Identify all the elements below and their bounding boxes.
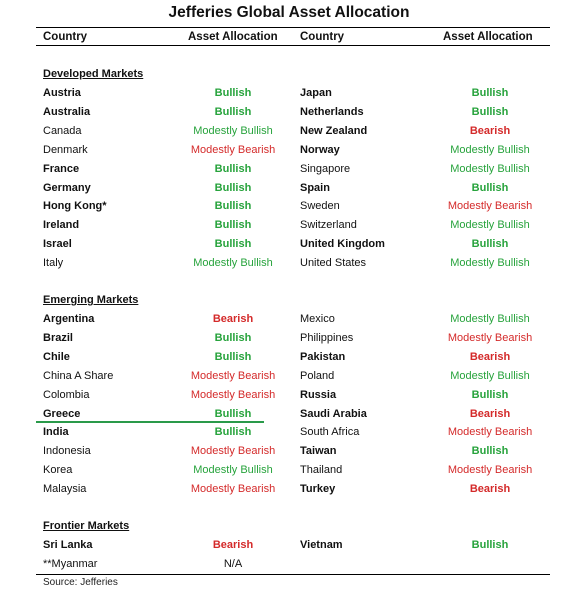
allocation-value: Bearish: [212, 313, 254, 325]
allocation-value: Bullish: [471, 87, 509, 99]
allocation-value: Bullish: [214, 200, 252, 213]
allocation-value: Modestly Bearish: [190, 483, 276, 496]
table-row: [0, 144, 578, 163]
country-name: Sweden: [300, 200, 340, 213]
table-row: [0, 200, 578, 219]
country-name: Canada: [43, 124, 82, 137]
allocation-value: Modestly Bullish: [450, 257, 530, 270]
table-row: [0, 182, 578, 201]
country-name: Austria: [43, 87, 81, 99]
allocation-value: Bullish: [214, 350, 252, 363]
table-row: [0, 313, 578, 332]
country-name: South Africa: [300, 426, 360, 439]
country-name: Russia: [300, 388, 337, 401]
table-row: [0, 87, 578, 106]
country-name: Netherlands: [300, 105, 364, 118]
country-name: Saudi Arabia: [300, 407, 367, 420]
country-name: Chile: [43, 350, 70, 363]
country-name: India: [43, 426, 69, 439]
allocation-value: Bearish: [469, 124, 511, 137]
country-name: Taiwan: [300, 445, 337, 458]
country-name: Colombia: [43, 388, 90, 401]
table-row: [0, 257, 578, 276]
country-name: Thailand: [300, 464, 343, 477]
allocation-value: Bearish: [469, 350, 511, 363]
allocation-value: Modestly Bearish: [447, 331, 533, 344]
greece-highlight-line: [36, 421, 264, 423]
bottom-rule: [36, 574, 550, 575]
table-row: [0, 464, 578, 483]
allocation-value: Bearish: [212, 539, 254, 551]
allocation-value: Modestly Bullish: [193, 464, 273, 477]
allocation-value: Modestly Bullish: [193, 257, 273, 270]
country-name: Poland: [300, 369, 335, 382]
allocation-value: Bullish: [471, 445, 509, 458]
header-country-right: Country: [300, 31, 345, 43]
allocation-value: Bearish: [469, 407, 511, 420]
header-country-left: Country: [43, 31, 88, 43]
allocation-value: Modestly Bearish: [447, 426, 533, 439]
table-row: [0, 238, 578, 257]
allocation-value: Modestly Bullish: [193, 124, 273, 137]
allocation-value: Bullish: [214, 238, 252, 251]
country-name: Ireland: [43, 219, 80, 232]
allocation-value: Bullish: [471, 105, 509, 118]
allocation-value: Bullish: [214, 426, 252, 439]
allocation-value: Modestly Bullish: [450, 219, 530, 232]
allocation-value: Bullish: [471, 181, 509, 194]
country-name: Mexico: [300, 313, 335, 325]
allocation-value: Modestly Bullish: [450, 369, 530, 382]
table-row: [0, 219, 578, 238]
country-name: Hong Kong*: [43, 200, 107, 213]
country-name: Italy: [43, 257, 64, 270]
top-rule: [36, 27, 550, 28]
table-row: [0, 351, 578, 370]
section-heading: Emerging Markets: [43, 294, 139, 306]
header-allocation-left: Asset Allocation: [188, 31, 278, 43]
country-name: Brazil: [43, 331, 73, 344]
allocation-value: Modestly Bullish: [450, 162, 530, 175]
country-name: Turkey: [300, 483, 336, 496]
country-name: United Kingdom: [300, 238, 385, 251]
table-row: [0, 106, 578, 125]
table-row: [0, 445, 578, 464]
table-row: [0, 539, 578, 558]
country-name: Philippines: [300, 331, 354, 344]
country-name: Japan: [300, 87, 332, 99]
table-row: [0, 125, 578, 144]
allocation-value: Bullish: [214, 87, 252, 99]
country-name: Vietnam: [300, 539, 343, 551]
country-name: Australia: [43, 105, 91, 118]
allocation-value: Bullish: [471, 388, 509, 401]
allocation-value: N/A: [223, 557, 243, 570]
allocation-value: Bullish: [214, 219, 252, 232]
country-name: New Zealand: [300, 124, 368, 137]
page-title: Jefferies Global Asset Allocation: [168, 4, 410, 21]
country-name: Indonesia: [43, 445, 91, 458]
table-row: [0, 332, 578, 351]
allocation-value: Bullish: [471, 539, 509, 551]
table-row: [0, 163, 578, 182]
allocation-value: Bullish: [214, 105, 252, 118]
allocation-value: Modestly Bullish: [450, 313, 530, 325]
country-name: Spain: [300, 181, 330, 194]
country-name: Israel: [43, 238, 72, 251]
source-note: Source: Jefferies: [43, 577, 118, 588]
allocation-value: Modestly Bearish: [190, 143, 276, 156]
country-name: Germany: [43, 181, 91, 194]
table-row: [0, 370, 578, 389]
allocation-value: Modestly Bullish: [450, 143, 530, 156]
country-name: Argentina: [43, 313, 95, 325]
allocation-value: Modestly Bearish: [447, 464, 533, 477]
allocation-value: Modestly Bearish: [190, 445, 276, 458]
allocation-value: Bullish: [471, 238, 509, 251]
allocation-value: Bullish: [214, 181, 252, 194]
country-name: Pakistan: [300, 350, 346, 363]
allocation-value: Modestly Bearish: [190, 369, 276, 382]
table-row: [0, 426, 578, 445]
allocation-value: Bearish: [469, 483, 511, 496]
country-name: Norway: [300, 143, 340, 156]
country-name: Singapore: [300, 162, 351, 175]
country-name: Malaysia: [43, 483, 87, 496]
country-name: Greece: [43, 407, 81, 420]
country-name: Korea: [43, 464, 73, 477]
country-name: Denmark: [43, 143, 88, 156]
header-rule: [36, 45, 550, 46]
section-heading: Developed Markets: [43, 68, 144, 80]
allocation-value: Modestly Bearish: [447, 200, 533, 213]
country-name: **Myanmar: [43, 557, 98, 570]
allocation-value: Bullish: [214, 407, 252, 420]
header-allocation-right: Asset Allocation: [443, 31, 533, 43]
table-row: [0, 389, 578, 408]
country-name: Switzerland: [300, 219, 357, 232]
section-heading: Frontier Markets: [43, 520, 130, 532]
allocation-value: Modestly Bearish: [190, 388, 276, 401]
table-row: [0, 483, 578, 502]
country-name: Sri Lanka: [43, 539, 93, 551]
country-name: France: [43, 162, 80, 175]
table-row: [0, 408, 578, 427]
allocation-value: Bullish: [214, 162, 252, 175]
country-name: United States: [300, 257, 367, 270]
allocation-value: Bullish: [214, 331, 252, 344]
country-name: China A Share: [43, 369, 114, 382]
